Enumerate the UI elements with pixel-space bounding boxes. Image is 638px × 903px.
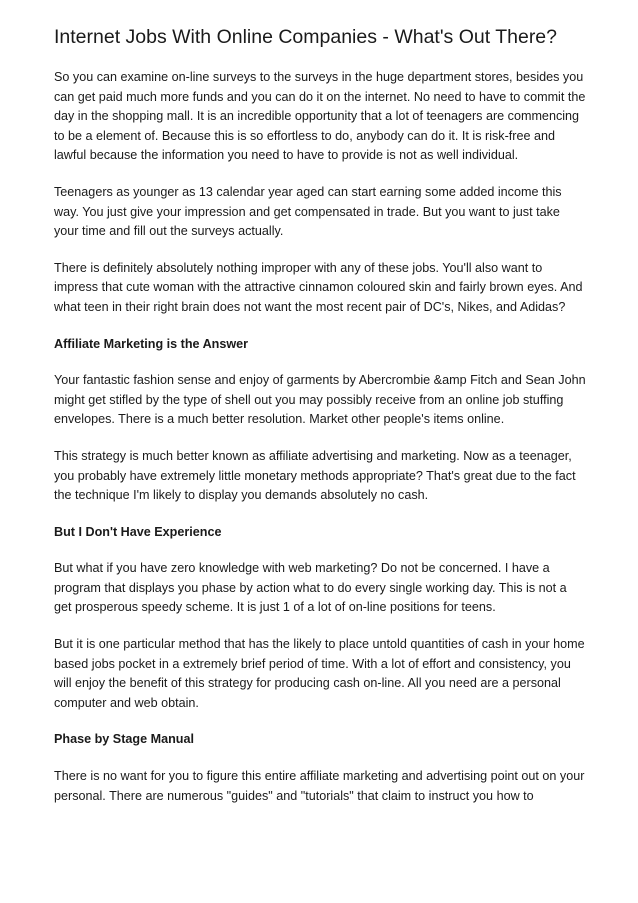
paragraph: But what if you have zero knowledge with web marketing? Do not be concerned. I have a program that displays you phase by action what to do every single working day. This is not a get prosperous speedy scheme. It is just 1 of a lot of on-line positions for teens. (54, 561, 567, 615)
section-heading: Phase by Stage Manual (54, 732, 194, 747)
page-title: Internet Jobs With Online Companies - What's Out There? (54, 26, 558, 48)
paragraph: There is definitely absolutely nothing improper with any of these jobs. You'll also want to impress that cute woman with the attractive cinnamon coloured skin and fairly brown eyes. And what teen in their right brain does not want the most recent pair of DC's, Nikes, and Adidas? (54, 260, 583, 314)
paragraph: Teenagers as younger as 13 calendar year aged can start earning some added income this way. You just give your impression and get compensated in trade. But you want to just take your time and fill out the surveys actually. (54, 184, 562, 239)
paragraph: But it is one particular method that has the likely to place untold quantities of cash in your home based jobs pocket in a extremely brief period of time. With a lot of effort and consistency, you will enjoy the benefit of this strategy for producing cash on-line. All you need are a personal computer and web obtain. (54, 637, 585, 710)
paragraph: This strategy is much better known as affiliate advertising and marketing. Now as a teenager, you probably have extremely little monetary methods appropriate? That's great due to the fact the technique I'm likely to display you demands absolutely no cash. (54, 448, 576, 503)
paragraph: Your fantastic fashion sense and enjoy of garments by Abercrombie &amp Fitch and Sean John might get stifled by the type of shell out you may possibly receive from an online job stuffing envelopes. There is a much better resolution. Market other people's items online. (54, 373, 586, 427)
paragraph: There is no want for you to figure this entire affiliate marketing and advertising point out on your personal. There are numerous "guides" and "tutorials" that claim to instruct you how to (54, 769, 585, 803)
section-heading: Affiliate Marketing is the Answer (54, 336, 249, 351)
paragraph: So you can examine on-line surveys to the surveys in the huge department stores, besides you can get paid much more funds and you can do it on the internet. No need to have to commit the day in the shopping mall. It is an incredible opportunity that a lot of teenagers are commencing to be a element of. Because this is so effortless to do, anybody can do it. It is risk-free and lawful because the information you need to have to provide is not as well individual. (54, 70, 586, 163)
section-heading: But I Don't Have Experience (54, 524, 222, 539)
